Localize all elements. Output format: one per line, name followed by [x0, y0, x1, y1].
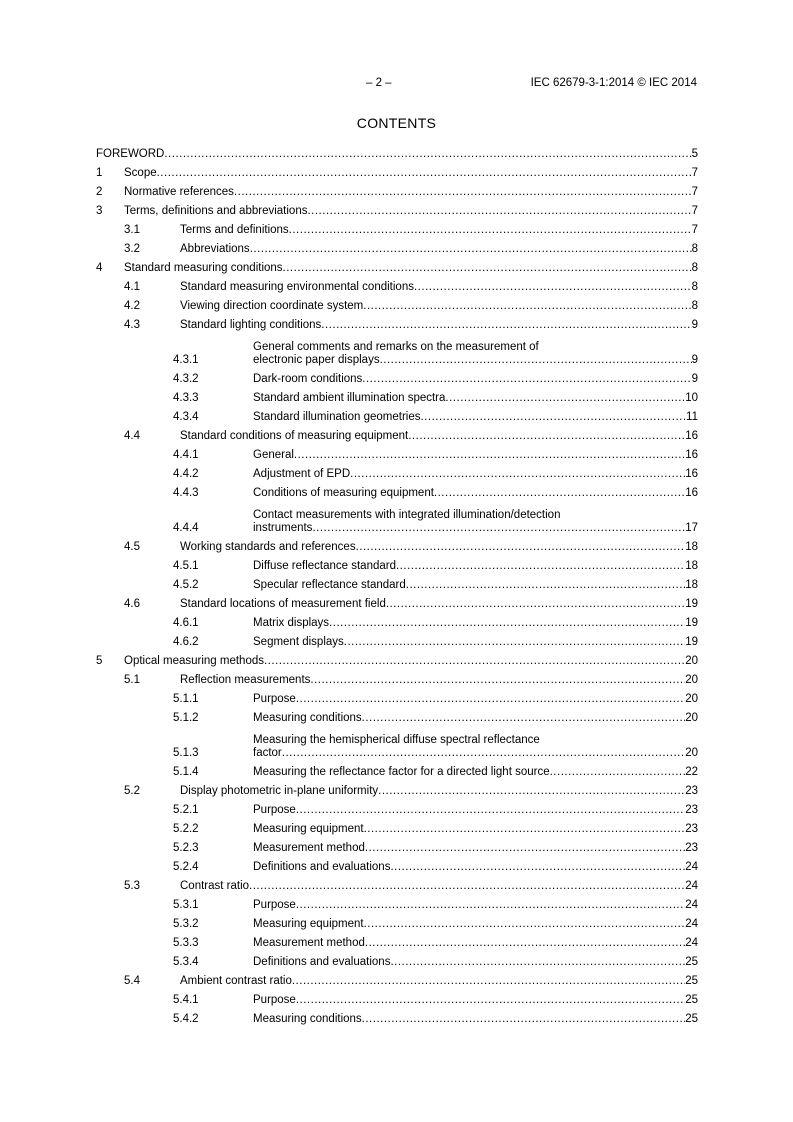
page-title: CONTENTS [356, 115, 437, 131]
toc-entry[interactable] [96, 690, 698, 709]
toc-entry-number: 4.3.4 [173, 411, 199, 423]
toc-entry[interactable] [96, 915, 698, 934]
toc-entry-title: Terms, definitions and abbreviations [124, 205, 308, 217]
toc-entry-title: Measuring conditions [253, 712, 362, 724]
toc-entry-page: 8 [691, 300, 698, 312]
toc-entry-title: Measuring equipment [253, 918, 364, 930]
toc-entry-page: 25 [685, 975, 698, 987]
dot-leader [296, 693, 685, 706]
toc-entry-title: Standard ambient illumination spectra [253, 392, 446, 404]
dot-leader [364, 823, 686, 836]
toc-entry-page: 22 [685, 766, 698, 778]
toc-entry-title-continued: factor [253, 747, 282, 759]
toc-entry-page: 18 [685, 579, 698, 591]
toc-entry[interactable] [96, 202, 698, 221]
dot-leader [294, 449, 685, 462]
toc-entry[interactable] [96, 240, 698, 259]
dot-leader [550, 766, 686, 779]
toc-entry-number: 2 [96, 186, 103, 198]
toc-entry-page: 16 [685, 468, 698, 480]
toc-entry-title: Purpose [253, 693, 296, 705]
toc-entry[interactable] [96, 820, 698, 839]
toc-entry[interactable] [96, 259, 698, 278]
toc-entry-number: 5.4 [124, 975, 140, 987]
toc-entry-title: Definitions and evaluations [253, 956, 391, 968]
toc-entry-page: 25 [685, 994, 698, 1006]
document-id: IEC 62679-3-1:2014 © IEC 2014 [530, 77, 697, 89]
dot-leader [356, 541, 686, 554]
toc-entry-number: 5.3 [124, 880, 140, 892]
toc-entry-title: Adjustment of EPD [253, 468, 351, 480]
toc-entry[interactable] [96, 316, 698, 335]
dot-leader [350, 468, 685, 481]
toc-entry[interactable] [96, 538, 698, 557]
dot-leader [234, 186, 692, 199]
toc-entry-number: 1 [96, 167, 103, 179]
toc-entry-page: 23 [685, 785, 698, 797]
toc-entry-number: 4.3.3 [173, 392, 199, 404]
toc-entry-page: 17 [685, 522, 698, 534]
dot-leader [344, 636, 685, 649]
toc-entry[interactable] [96, 991, 698, 1010]
dot-leader [363, 300, 691, 313]
toc-entry-title: Standard measuring conditions [124, 262, 283, 274]
toc-entry[interactable] [96, 427, 698, 446]
toc-entry-page: 23 [685, 842, 698, 854]
dot-leader [321, 319, 691, 332]
toc-entry-page: 5 [691, 148, 698, 160]
toc-entry-title: Standard illumination geometries [253, 411, 421, 423]
toc-entry-page: 20 [685, 655, 698, 667]
toc-entry-title: Display photometric in-plane uniformity [180, 785, 379, 797]
toc-entry-number: 4.6 [124, 598, 140, 610]
dot-leader [434, 487, 685, 500]
toc-entry[interactable] [96, 896, 698, 915]
toc-entry-title: Specular reflectance standard [253, 579, 406, 591]
toc-entry-number: 3 [96, 205, 103, 217]
toc-entry[interactable] [96, 652, 698, 671]
dot-leader [329, 617, 685, 630]
dot-leader [362, 712, 686, 725]
toc-entry[interactable] [96, 164, 698, 183]
toc-entry-page: 23 [685, 823, 698, 835]
toc-entry-number: 5.2.2 [173, 823, 199, 835]
toc-entry-page: 7 [691, 224, 698, 236]
toc-entry[interactable] [96, 446, 698, 465]
toc-entry-title: Scope [124, 167, 157, 179]
toc-entry[interactable] [96, 408, 698, 427]
toc-entry-title: Measurement method [253, 842, 365, 854]
toc-entry[interactable] [96, 633, 698, 652]
toc-entry-number: 5.1.3 [173, 747, 199, 759]
toc-entry[interactable] [96, 278, 698, 297]
toc-entry-number: 5 [96, 655, 103, 667]
toc-entry-number: 3.2 [124, 243, 140, 255]
toc-entry[interactable] [96, 389, 698, 408]
toc-entry-page: 24 [685, 918, 698, 930]
toc-entry[interactable] [96, 145, 698, 164]
toc-entry-number: 4.3.1 [173, 354, 199, 366]
toc-entry-page: 9 [691, 319, 698, 331]
toc-entry[interactable] [96, 370, 698, 389]
dot-leader [296, 899, 685, 912]
toc-entry-number: 4.5.2 [173, 579, 199, 591]
toc-entry-page: 16 [685, 487, 698, 499]
dot-leader [380, 354, 692, 367]
dot-leader [362, 373, 691, 386]
toc-entry-page: 11 [686, 411, 698, 423]
dot-leader [406, 579, 685, 592]
dot-leader [307, 205, 691, 218]
toc-entry-number: 4.5.1 [173, 560, 199, 572]
toc-entry[interactable] [96, 709, 698, 728]
toc-entry-page: 20 [685, 693, 698, 705]
toc-entry-title: Viewing direction coordinate system [180, 300, 364, 312]
toc-entry-page: 16 [685, 430, 698, 442]
toc-entry-page: 10 [685, 392, 698, 404]
toc-entry-number: 4.4.1 [173, 449, 199, 461]
dot-leader [390, 956, 685, 969]
toc-entry-number: 5.1 [124, 674, 140, 686]
dot-leader [378, 785, 685, 798]
page-number: – 2 – [366, 77, 392, 89]
toc-entry-title: Measuring conditions [253, 1013, 362, 1025]
toc-entry-page: 23 [685, 804, 698, 816]
toc-entry-page: 7 [691, 186, 698, 198]
dot-leader [283, 262, 692, 275]
toc-entry-page: 24 [685, 899, 698, 911]
dot-leader [264, 655, 685, 668]
toc-entry-page: 24 [685, 937, 698, 949]
dot-leader [414, 281, 692, 294]
toc-entry[interactable] [96, 839, 698, 858]
toc-entry-number: 5.2.3 [173, 842, 199, 854]
toc-entry[interactable] [96, 484, 698, 503]
toc-entry-number: 4.4.2 [173, 468, 199, 480]
toc-entry-title: Standard conditions of measuring equipment [180, 430, 409, 442]
toc-entry-title: Contrast ratio [180, 880, 250, 892]
toc-entry-title: General [253, 449, 294, 461]
dot-leader [365, 842, 685, 855]
toc-entry-title: Conditions of measuring equipment [253, 487, 434, 499]
dot-leader [420, 411, 686, 424]
toc-entry-title: Measurement method [253, 937, 365, 949]
toc-entry-page: 19 [685, 636, 698, 648]
toc-entry-title: FOREWORD [96, 148, 165, 160]
toc-entry-page: 20 [685, 712, 698, 724]
toc-entry-title: Reflection measurements [180, 674, 311, 686]
toc-entry[interactable] [96, 595, 698, 614]
toc-entry-page: 7 [691, 167, 698, 179]
dot-leader [310, 674, 685, 687]
dot-leader [282, 747, 685, 760]
toc-entry-number: 5.3.3 [173, 937, 199, 949]
dot-leader [292, 975, 685, 988]
toc-entry-number: 4.6.1 [173, 617, 199, 629]
toc-entry-title: Abbreviations [180, 243, 250, 255]
toc-entry-number: 4.4.4 [173, 522, 199, 534]
toc-entry-page: 24 [685, 880, 698, 892]
toc-entry-page: 8 [691, 243, 698, 255]
toc-entry-page: 9 [691, 373, 698, 385]
dot-leader [296, 994, 685, 1007]
toc-entry-page: 18 [685, 560, 698, 572]
toc-entry[interactable] [96, 728, 698, 763]
toc-entry-number: 5.1.2 [173, 712, 199, 724]
toc-entry-title-continued: electronic paper displays [253, 354, 380, 366]
toc-entry[interactable] [96, 557, 698, 576]
toc-entry-title: Ambient contrast ratio [180, 975, 292, 987]
toc-entry-page: 20 [685, 674, 698, 686]
toc-entry-number: 5.2.4 [173, 861, 199, 873]
toc-entry-title: Standard locations of measurement field [180, 598, 386, 610]
toc-entry[interactable] [96, 335, 698, 370]
toc-entry[interactable] [96, 877, 698, 896]
toc-entry-number: 5.1.1 [173, 693, 199, 705]
toc-entry-title: Diffuse reflectance standard [253, 560, 396, 572]
dot-leader [157, 167, 692, 180]
toc-entry[interactable] [96, 953, 698, 972]
toc-entry-number: 4.6.2 [173, 636, 199, 648]
toc-entry-title: Optical measuring methods [124, 655, 264, 667]
toc-entry-number: 4.3 [124, 319, 140, 331]
toc-entry-number: 5.2 [124, 785, 140, 797]
toc-entry-title: Purpose [253, 899, 296, 911]
toc-entry-number: 4.3.2 [173, 373, 199, 385]
toc-entry[interactable] [96, 297, 698, 316]
toc-entry-number: 4.5 [124, 541, 140, 553]
toc-entry[interactable] [96, 576, 698, 595]
toc-entry[interactable] [96, 782, 698, 801]
toc-entry[interactable] [96, 763, 698, 782]
toc-entry-number: 5.4.1 [173, 994, 199, 1006]
toc-entry-title: Purpose [253, 994, 296, 1006]
toc-entry-page: 8 [691, 281, 698, 293]
toc-entry-number: 4 [96, 262, 103, 274]
toc-entry-page: 19 [685, 617, 698, 629]
toc-entry[interactable] [96, 1010, 698, 1029]
toc-entry-page: 19 [685, 598, 698, 610]
toc-entry-title: Terms and definitions [180, 224, 289, 236]
toc-entry-page: 16 [685, 449, 698, 461]
toc-entry-title: Measuring the hemispherical diffuse spectral reflectance [253, 734, 540, 746]
toc-entry[interactable] [96, 801, 698, 820]
toc-entry[interactable] [96, 183, 698, 202]
toc-entry-title: Working standards and references [180, 541, 356, 553]
dot-leader [249, 880, 685, 893]
table-of-contents [96, 145, 698, 1029]
toc-entry-number: 5.2.1 [173, 804, 199, 816]
dot-leader [164, 148, 691, 161]
toc-entry-title: Purpose [253, 804, 296, 816]
dot-leader [445, 392, 685, 405]
toc-entry-title: Dark-room conditions [253, 373, 363, 385]
toc-entry-title: Contact measurements with integrated illumination/detection [253, 509, 561, 521]
toc-entry[interactable] [96, 465, 698, 484]
toc-entry-number: 3.1 [124, 224, 140, 236]
toc-entry-page: 8 [691, 262, 698, 274]
dot-leader [362, 1013, 686, 1026]
toc-entry-page: 18 [685, 541, 698, 553]
toc-entry[interactable] [96, 934, 698, 953]
toc-entry[interactable] [96, 503, 698, 538]
toc-entry-page: 25 [685, 956, 698, 968]
toc-entry-page: 25 [685, 1013, 698, 1025]
dot-leader [408, 430, 685, 443]
toc-entry-number: 5.3.2 [173, 918, 199, 930]
toc-entry-title: Measuring equipment [253, 823, 364, 835]
toc-entry[interactable] [96, 671, 698, 690]
toc-entry[interactable] [96, 972, 698, 991]
toc-entry-number: 5.3.4 [173, 956, 199, 968]
toc-entry-title: Standard lighting conditions [180, 319, 322, 331]
toc-entry-title: Matrix displays [253, 617, 330, 629]
toc-entry[interactable] [96, 858, 698, 877]
toc-entry-title: Standard measuring environmental conditions [180, 281, 414, 293]
toc-entry-page: 7 [691, 205, 698, 217]
dot-leader [390, 861, 685, 874]
toc-entry-title-continued: instruments [253, 522, 313, 534]
toc-entry-number: 4.4.3 [173, 487, 199, 499]
dot-leader [364, 918, 686, 931]
toc-entry-page: 9 [691, 354, 698, 366]
toc-entry-title: Measuring the reflectance factor for a directed light source [253, 766, 550, 778]
dot-leader [312, 522, 685, 535]
toc-entry[interactable] [96, 221, 698, 240]
dot-leader [250, 243, 692, 256]
toc-entry-number: 4.4 [124, 430, 140, 442]
toc-entry[interactable] [96, 614, 698, 633]
toc-entry-page: 20 [685, 747, 698, 759]
toc-entry-title: Normative references [124, 186, 234, 198]
dot-leader [289, 224, 692, 237]
toc-entry-title: General comments and remarks on the measurement of [253, 341, 539, 353]
toc-entry-number: 4.1 [124, 281, 140, 293]
toc-entry-number: 4.2 [124, 300, 140, 312]
dot-leader [365, 937, 685, 950]
toc-entry-number: 5.1.4 [173, 766, 199, 778]
toc-entry-title: Segment displays [253, 636, 344, 648]
dot-leader [386, 598, 685, 611]
toc-entry-number: 5.4.2 [173, 1013, 199, 1025]
dot-leader [396, 560, 685, 573]
toc-entry-number: 5.3.1 [173, 899, 199, 911]
toc-entry-title: Definitions and evaluations [253, 861, 391, 873]
dot-leader [296, 804, 685, 817]
toc-entry-page: 24 [685, 861, 698, 873]
